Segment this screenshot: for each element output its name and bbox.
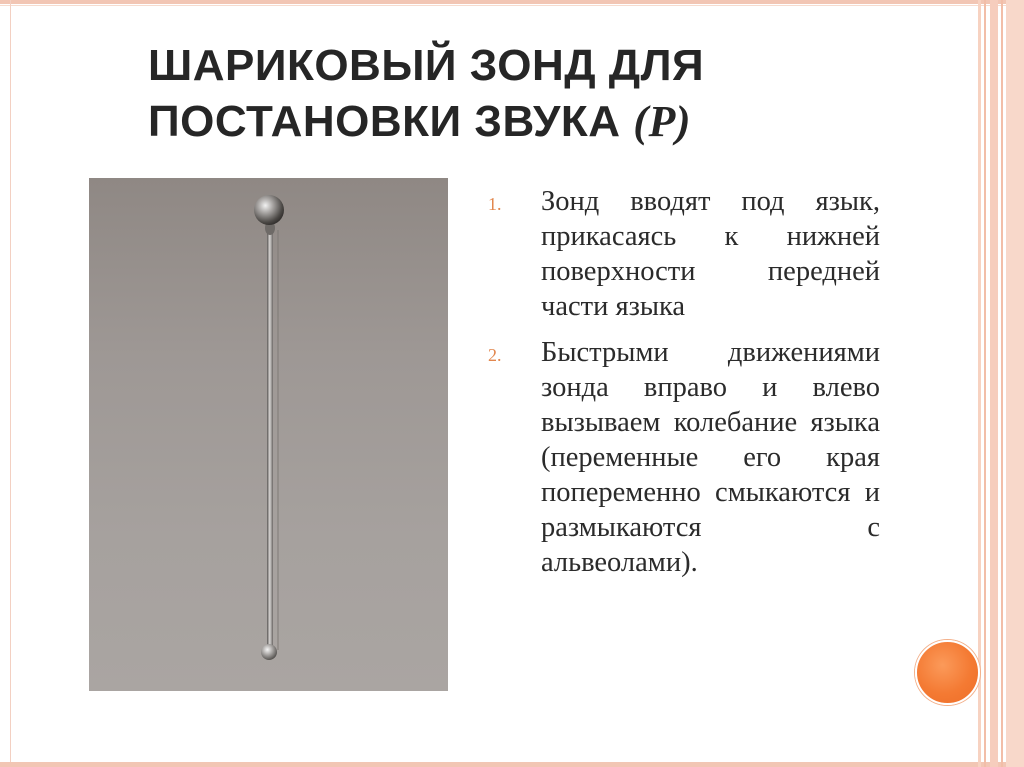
step-number: 2. — [488, 345, 502, 365]
step-number: 1. — [488, 194, 502, 214]
frame-line-top — [0, 5, 1024, 6]
frame-border-top — [0, 0, 1024, 4]
step-text: Зонд вводят под язык, прикасаясь к нижней поверхности передней части языка — [541, 186, 880, 322]
slide-title — [148, 38, 868, 150]
list-item — [488, 184, 880, 324]
instruction-steps — [488, 184, 880, 591]
slide-title-sound: (Р) — [633, 97, 691, 146]
probe-shadow — [277, 230, 279, 650]
orange-circle-icon — [915, 640, 980, 705]
probe-rod — [267, 218, 273, 646]
decor-stripe — [978, 0, 981, 767]
ball-probe-illustration — [89, 178, 448, 691]
probe-ball-top — [254, 195, 284, 225]
slide-title-main: ШАРИКОВЫЙ ЗОНД ДЛЯ ПОСТАНОВКИ ЗВУКА — [148, 41, 705, 146]
list-item — [488, 335, 880, 580]
decor-stripe — [990, 0, 998, 767]
decor-stripe — [1001, 0, 1003, 767]
decor-stripe — [1006, 0, 1024, 767]
step-text: Быстрыми движениями зонда вправо и влево вызываем колебание языка (переменные его края попеременно смыкаются и размыкаются с альвеолами). — [541, 337, 880, 578]
frame-line-left — [10, 0, 11, 767]
frame-border-bottom — [0, 762, 1024, 767]
probe-ball-bottom — [261, 644, 277, 660]
decor-stripe — [984, 0, 986, 767]
probe-photo — [89, 178, 448, 691]
